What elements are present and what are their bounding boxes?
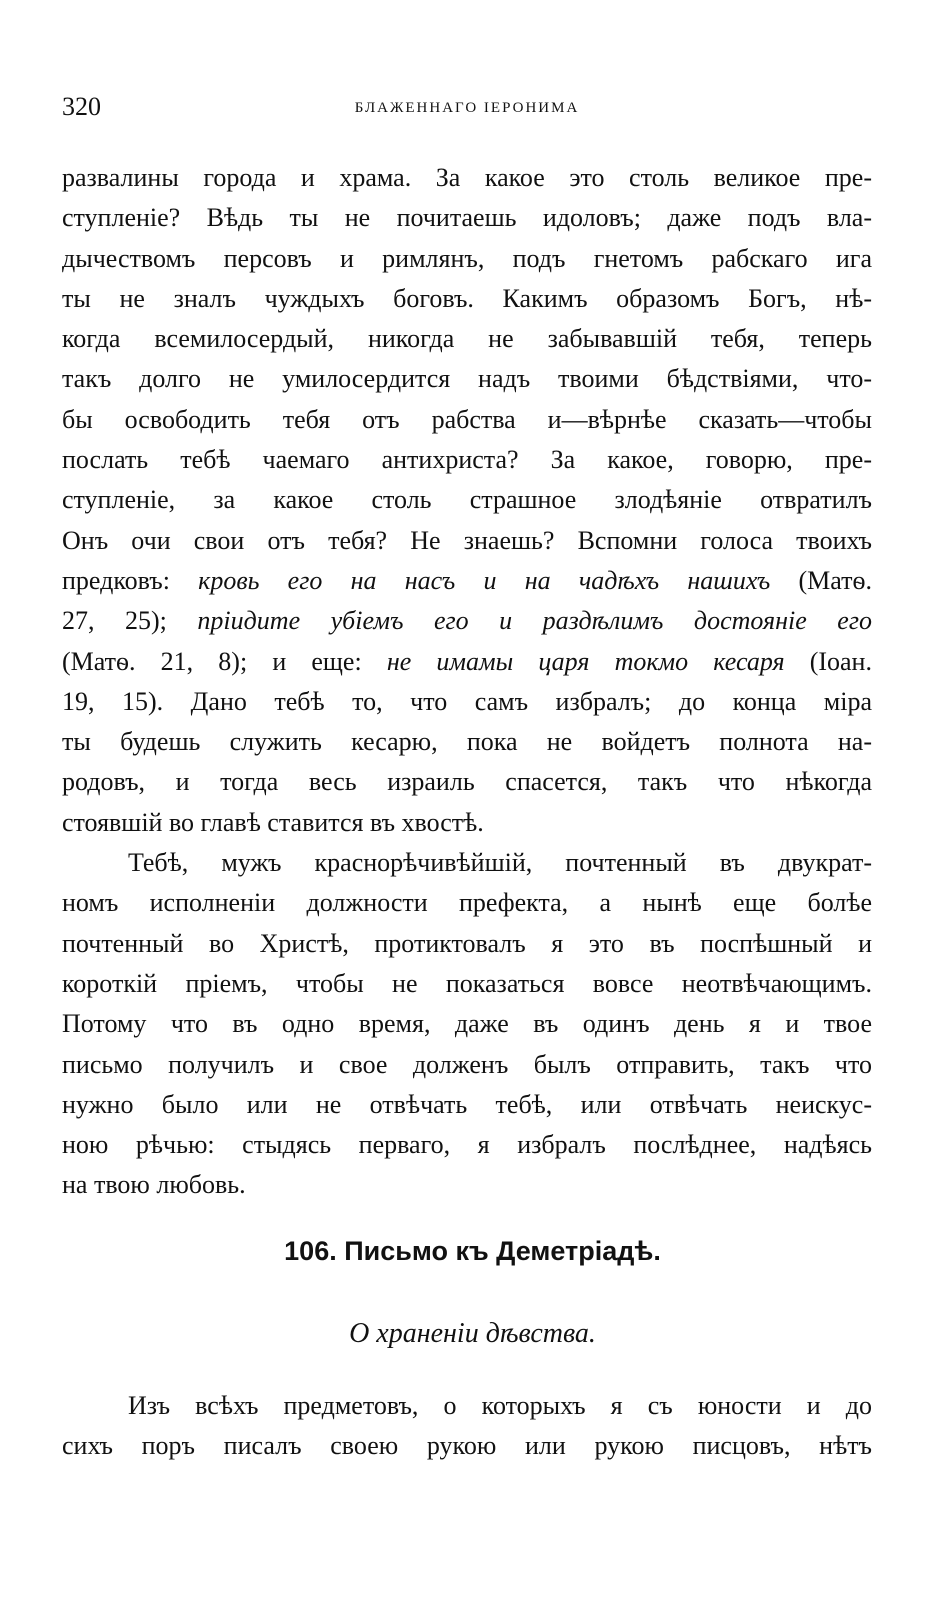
text-line: бы освободить тебя отъ рабства и—вѣрнѣе сказать—чтобы <box>62 404 872 434</box>
text-line: родовъ, и тогда весь израиль спасется, такъ что нѣкогда <box>62 767 872 797</box>
text-line: послать тебѣ чаемаго антихриста? За какое, говорю, пре- <box>62 445 872 475</box>
text-line: Тебѣ, мужъ краснорѣчивѣйшій, почтенный въ двукрат- <box>128 848 872 878</box>
text-line: ступленіе? Вѣдь ты не почитаешь идоловъ; даже подъ вла- <box>62 203 872 233</box>
text-line: когда всемилосердый, никогда не забывавшій тебя, теперь <box>62 324 872 354</box>
letter-text <box>62 1386 872 1467</box>
text-line: такъ долго не умилосердится надъ твоими бѣдствіями, что- <box>62 364 872 394</box>
running-title: БЛАЖЕННАГО ІЕРОНИМА <box>354 100 580 116</box>
text-line: ною рѣчью: стыдясь перваго, я избралъ послѣднее, надѣясь <box>62 1130 872 1160</box>
text-line: ты не зналъ чуждыхъ боговъ. Какимъ образомъ Богъ, нѣ- <box>62 283 872 313</box>
text-line: сихъ поръ писалъ своею рукою или рукою писцовъ, нѣтъ <box>62 1431 872 1461</box>
text-line <box>62 642 872 682</box>
text-line: Потому что въ одно время, даже въ одинъ день я и твое <box>62 1009 872 1039</box>
text-line: ты будешь служить кесарю, пока не войдетъ полнота на- <box>62 727 872 757</box>
text-line: Онъ очи свои отъ тебя? Не знаешь? Вспомни голоса твоихъ <box>62 525 872 555</box>
text-line: нужно было или не отвѣчать тебѣ, или отвѣчать неискус- <box>62 1089 872 1119</box>
text-line: дычествомъ персовъ и римлянъ, подъ гнетомъ рабскаго ига <box>62 243 872 273</box>
text-line: развалины города и храма. За какое это столь великое пре- <box>62 163 872 192</box>
page-number: 320 <box>62 92 101 121</box>
line-segment: предковъ: <box>62 565 199 595</box>
scripture-quote: пріидите убіемъ его и раздѣлимъ достояніе его <box>197 606 872 636</box>
text-line: почтенный во Христѣ, протиктовалъ я это въ поспѣшный и <box>62 928 872 958</box>
text-line: 19, 15). Дано тебѣ то, что самъ избралъ; до конца міра <box>62 686 872 716</box>
text-line: ступленіе, за какое столь страшное злодѣяніе отвратилъ <box>62 485 872 515</box>
citation: (Матѳ. <box>770 565 872 595</box>
citation: (Іоан. <box>784 646 872 676</box>
scripture-quote: не имамы царя токмо кесаря <box>386 646 785 676</box>
text-line: на твою любовь. <box>62 1170 246 1200</box>
text-line: номъ исполненіи должности префекта, а нынѣ еще болѣе <box>62 888 872 918</box>
text-line: стоявшій во главѣ ставится въ хвостѣ. <box>62 807 484 837</box>
page-header <box>62 92 872 132</box>
letter-heading: 106. Письмо къ Деметріадѣ. <box>284 1236 661 1266</box>
text-line: Изъ всѣхъ предметовъ, о которыхъ я съ юности и до <box>128 1391 872 1420</box>
citation: (Матѳ. 21, 8); и еще: <box>62 646 387 676</box>
text-line <box>62 601 872 641</box>
scripture-quote: кровь его на насъ и на чадѣхъ нашихъ <box>198 565 771 595</box>
citation: 27, 25); <box>62 606 198 636</box>
text-line: короткій пріемъ, чтобы не показаться вовсе неотвѣчающимъ. <box>62 968 872 998</box>
main-text <box>62 158 872 1206</box>
text-line: письмо получилъ и свое долженъ былъ отправить, такъ что <box>62 1049 872 1079</box>
letter-subheading: О храненіи дѣвства. <box>349 1318 596 1349</box>
text-line <box>62 561 872 601</box>
